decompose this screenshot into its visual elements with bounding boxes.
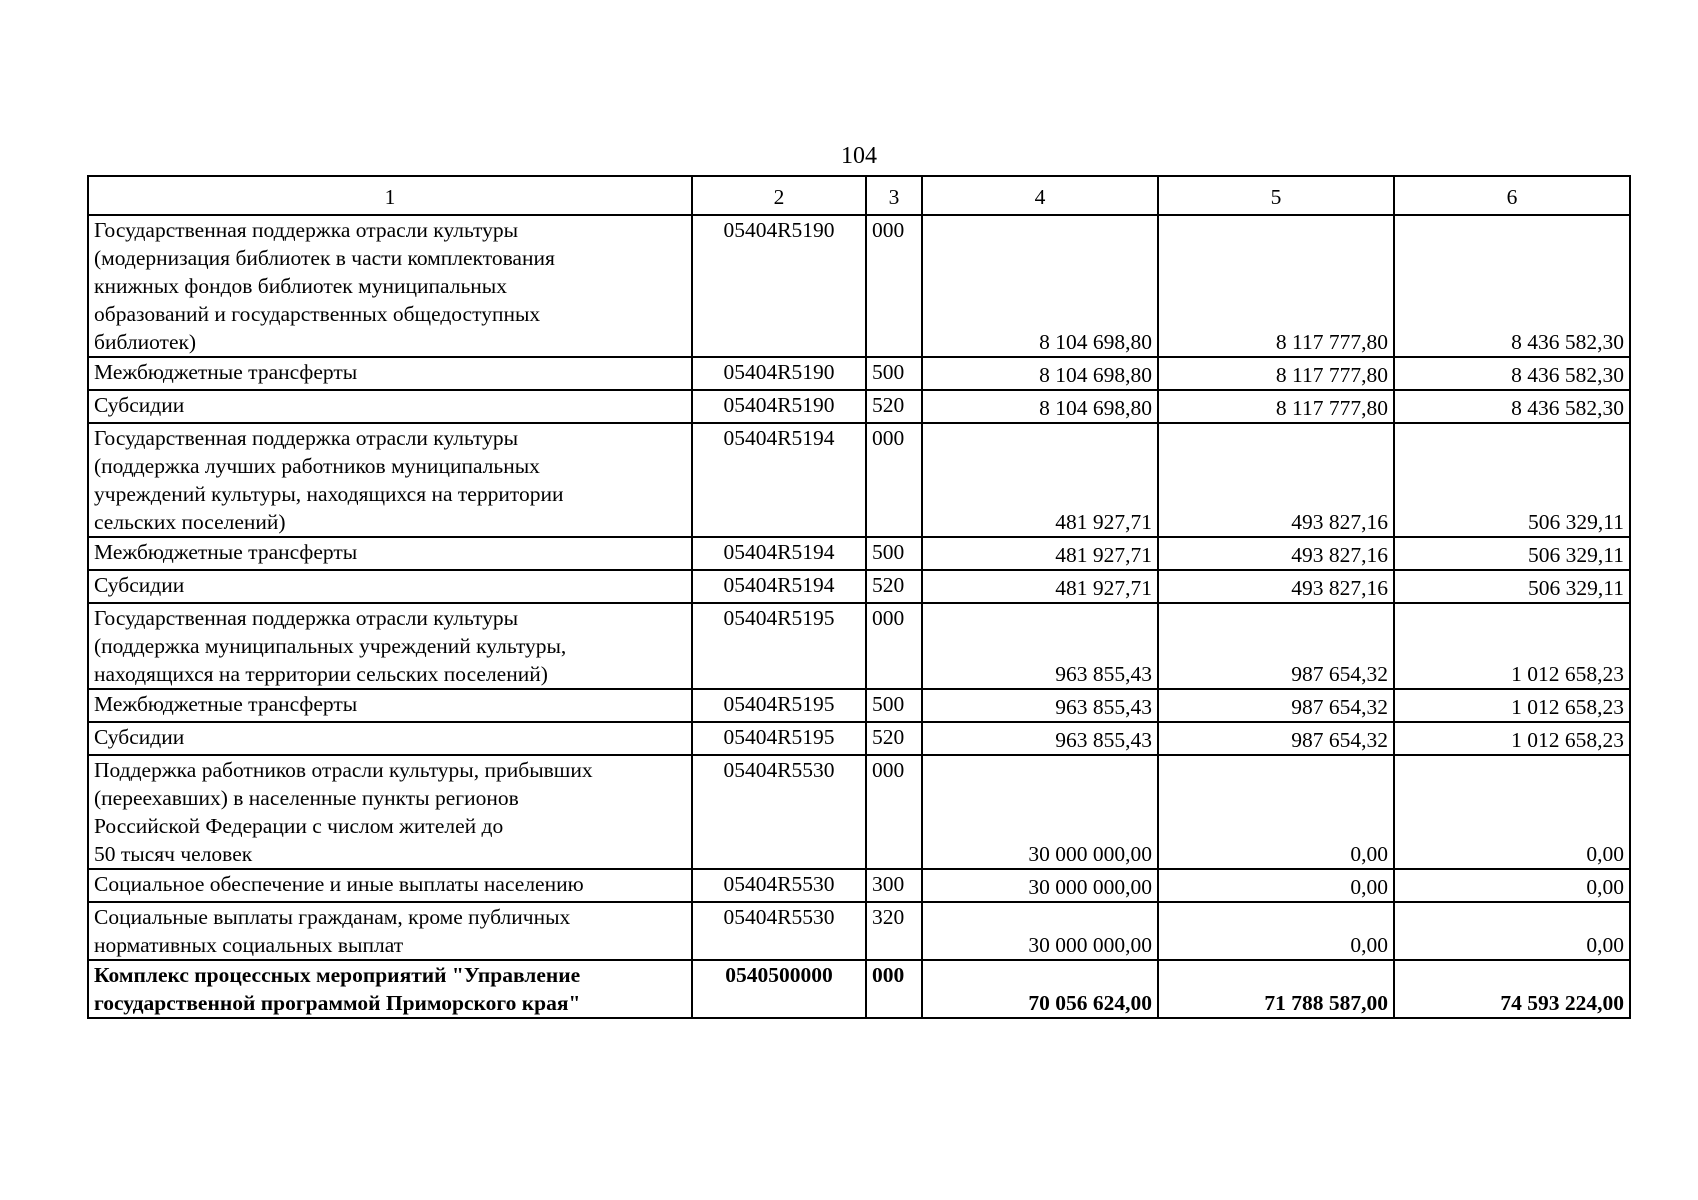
row-code-cell: 05404R5190 [692, 390, 866, 423]
table-row [88, 869, 1630, 902]
row-value-5-cell: 8 117 777,80 [1158, 357, 1394, 390]
row-value-6-cell: 0,00 [1394, 755, 1630, 869]
row-value-4-cell: 30 000 000,00 [922, 869, 1158, 902]
row-value-5-cell: 8 117 777,80 [1158, 390, 1394, 423]
row-name-cell [88, 537, 692, 570]
row-name-cell [88, 357, 692, 390]
row-code-cell: 05404R5194 [692, 570, 866, 603]
row-name-text: Государственная поддержка отрасли культуры (модернизация библиотек в части комплектования книжных фондов библиотек муниципальных образований и государственных общедоступных библиотек) [94, 218, 555, 354]
row-value-4-cell: 30 000 000,00 [922, 755, 1158, 869]
row-type-cell: 500 [866, 537, 922, 570]
row-name-text: Субсидии [94, 725, 185, 749]
row-value-4-cell: 481 927,71 [922, 423, 1158, 537]
row-value-5-cell: 0,00 [1158, 869, 1394, 902]
row-name-cell [88, 869, 692, 902]
row-type-cell: 000 [866, 423, 922, 537]
row-code-cell: 05404R5190 [692, 357, 866, 390]
column-header-5: 5 [1158, 176, 1394, 215]
row-value-4-cell: 8 104 698,80 [922, 390, 1158, 423]
row-value-4-cell: 8 104 698,80 [922, 215, 1158, 357]
row-value-6-cell: 0,00 [1394, 869, 1630, 902]
row-value-5-cell: 71 788 587,00 [1158, 960, 1394, 1018]
row-type-cell: 000 [866, 960, 922, 1018]
table-row [88, 423, 1630, 537]
row-value-6-cell: 1 012 658,23 [1394, 722, 1630, 755]
row-name-text: Поддержка работников отрасли культуры, прибывших (переехавших) в населенные пункты регионов Российской Федерации с числом жителей до 50 тысяч человек [94, 758, 593, 866]
row-value-6-cell: 506 329,11 [1394, 537, 1630, 570]
row-value-5-cell: 493 827,16 [1158, 423, 1394, 537]
row-code-cell: 05404R5530 [692, 869, 866, 902]
row-value-6-cell: 1 012 658,23 [1394, 689, 1630, 722]
row-name-cell [88, 390, 692, 423]
table-row [88, 357, 1630, 390]
column-header-4: 4 [922, 176, 1158, 215]
table-row [88, 689, 1630, 722]
row-name-cell [88, 755, 692, 869]
row-value-6-cell: 1 012 658,23 [1394, 603, 1630, 689]
row-value-4-cell: 481 927,71 [922, 537, 1158, 570]
row-code-cell: 05404R5195 [692, 689, 866, 722]
row-value-6-cell: 8 436 582,30 [1394, 215, 1630, 357]
row-value-6-cell: 8 436 582,30 [1394, 390, 1630, 423]
row-type-cell: 320 [866, 902, 922, 960]
row-name-cell [88, 902, 692, 960]
row-name-text: Межбюджетные трансферты [94, 540, 358, 564]
row-value-4-cell: 30 000 000,00 [922, 902, 1158, 960]
row-code-cell: 05404R5190 [692, 215, 866, 357]
row-type-cell: 300 [866, 869, 922, 902]
row-type-cell: 500 [866, 357, 922, 390]
column-header-1: 1 [88, 176, 692, 215]
table-row [88, 570, 1630, 603]
row-name-cell [88, 960, 692, 1018]
table-row [88, 960, 1630, 1018]
row-value-6-cell: 74 593 224,00 [1394, 960, 1630, 1018]
row-name-text: Субсидии [94, 393, 185, 417]
row-type-cell: 520 [866, 722, 922, 755]
row-name-text: Комплекс процессных мероприятий "Управление государственной программой Приморского края" [94, 963, 581, 1015]
table-row [88, 722, 1630, 755]
row-code-cell: 0540500000 [692, 960, 866, 1018]
row-value-5-cell: 987 654,32 [1158, 722, 1394, 755]
row-value-5-cell: 493 827,16 [1158, 570, 1394, 603]
row-value-5-cell: 0,00 [1158, 755, 1394, 869]
row-name-cell [88, 215, 692, 357]
page-number: 104 [841, 143, 877, 169]
row-type-cell: 500 [866, 689, 922, 722]
row-name-cell [88, 722, 692, 755]
row-value-6-cell: 8 436 582,30 [1394, 357, 1630, 390]
table-row [88, 755, 1630, 869]
table-row [88, 603, 1630, 689]
row-name-text: Социальные выплаты гражданам, кроме публичных нормативных социальных выплат [94, 905, 571, 957]
row-value-6-cell: 506 329,11 [1394, 570, 1630, 603]
row-value-5-cell: 493 827,16 [1158, 537, 1394, 570]
row-type-cell: 000 [866, 215, 922, 357]
row-value-5-cell: 987 654,32 [1158, 603, 1394, 689]
column-header-3: 3 [866, 176, 922, 215]
row-code-cell: 05404R5195 [692, 722, 866, 755]
row-code-cell: 05404R5195 [692, 603, 866, 689]
column-header-2: 2 [692, 176, 866, 215]
row-type-cell: 000 [866, 755, 922, 869]
row-type-cell: 520 [866, 390, 922, 423]
row-name-cell [88, 570, 692, 603]
row-name-text: Социальное обеспечение и иные выплаты населению [94, 872, 584, 896]
row-type-cell: 520 [866, 570, 922, 603]
row-value-4-cell: 963 855,43 [922, 603, 1158, 689]
row-name-text: Государственная поддержка отрасли культуры (поддержка муниципальных учреждений культуры, находящихся на территории сельских поселений) [94, 606, 567, 686]
row-name-cell [88, 603, 692, 689]
row-name-cell [88, 423, 692, 537]
row-value-6-cell: 0,00 [1394, 902, 1630, 960]
table-row [88, 902, 1630, 960]
row-value-4-cell: 8 104 698,80 [922, 357, 1158, 390]
row-value-4-cell: 963 855,43 [922, 722, 1158, 755]
row-code-cell: 05404R5530 [692, 902, 866, 960]
row-value-4-cell: 481 927,71 [922, 570, 1158, 603]
row-code-cell: 05404R5194 [692, 423, 866, 537]
row-name-text: Межбюджетные трансферты [94, 692, 358, 716]
table-row [88, 537, 1630, 570]
row-value-5-cell: 8 117 777,80 [1158, 215, 1394, 357]
row-name-text: Межбюджетные трансферты [94, 360, 358, 384]
row-name-cell [88, 689, 692, 722]
row-value-4-cell: 963 855,43 [922, 689, 1158, 722]
column-header-6: 6 [1394, 176, 1630, 215]
row-value-6-cell: 506 329,11 [1394, 423, 1630, 537]
table-header-row [88, 176, 1630, 215]
row-type-cell: 000 [866, 603, 922, 689]
table-row [88, 215, 1630, 357]
budget-table [87, 175, 1631, 1019]
row-code-cell: 05404R5194 [692, 537, 866, 570]
row-code-cell: 05404R5530 [692, 755, 866, 869]
row-value-4-cell: 70 056 624,00 [922, 960, 1158, 1018]
table-row [88, 390, 1630, 423]
row-value-5-cell: 987 654,32 [1158, 689, 1394, 722]
row-name-text: Субсидии [94, 573, 185, 597]
row-name-text: Государственная поддержка отрасли культуры (поддержка лучших работников муниципальных учреждений культуры, находящихся на территории сельских поселений) [94, 426, 564, 534]
row-value-5-cell: 0,00 [1158, 902, 1394, 960]
